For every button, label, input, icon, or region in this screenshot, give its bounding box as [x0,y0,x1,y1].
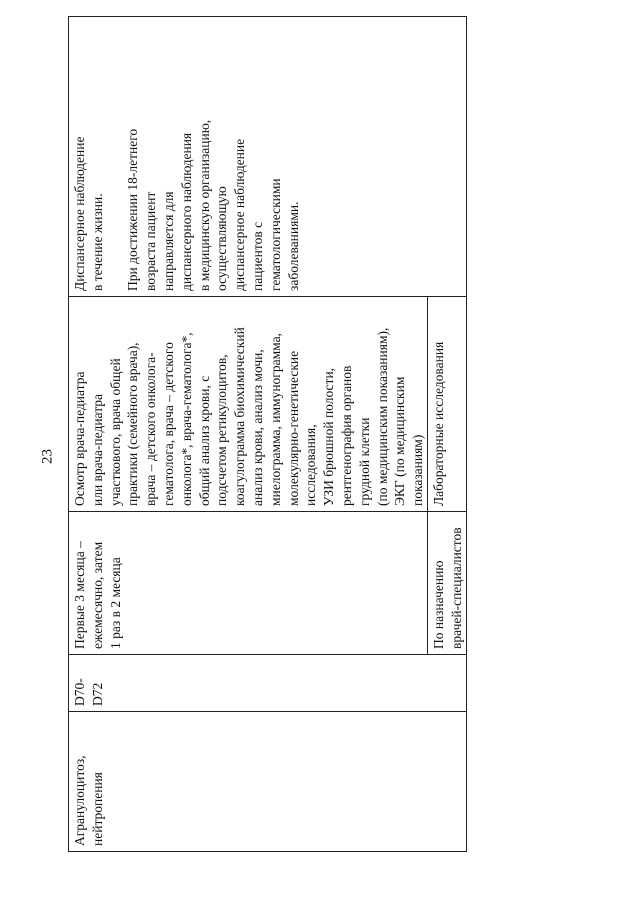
frequency-cell: По назначению врачей-специалистов [427,512,466,655]
page-number: 23 [39,449,56,464]
diagnosis-cell: Агранулоцитоз, нейтропения [69,712,467,852]
duration-primary: Диспансерное наблюдение в течение жизни. [72,136,105,291]
procedures-cell: Лабораторные исследования [427,297,466,512]
duration-cell [69,17,467,297]
dispensary-table [68,16,467,852]
table-row [69,17,428,852]
rotated-table-container [68,67,464,852]
frequency-cell: Первые 3 месяца – ежемесячно, затем 1 раз в 2 месяца [69,512,428,655]
procedures-cell: Осмотр врача-педиатра или врача-педиатра участкового, врача общей практики (семейного врача), врача – детского онколога- гематолога, врача – детского онколога*, врача-гематолога*, общий анализ крови, с подсчетом ретикулоцитов, коагулограмма биохимический анализ крови, анализ мочи, миелограмма, иммунограмма, молекулярно-генетические исследования, УЗИ брюшной полости, рентгенография органов грудной клетки (по медицинским показаниям), ЭКГ (по медицинским показаниям) [69,297,428,512]
icd-code-cell: D70-D72 [69,655,467,712]
duration-secondary: При достижении 18-летнего возраста пациент направляется для диспансерного наблюдения в медицинскую организацию, осуществляющую диспансерное наблюдение пациентов с гематологическими заболеваниями. [125,119,301,291]
